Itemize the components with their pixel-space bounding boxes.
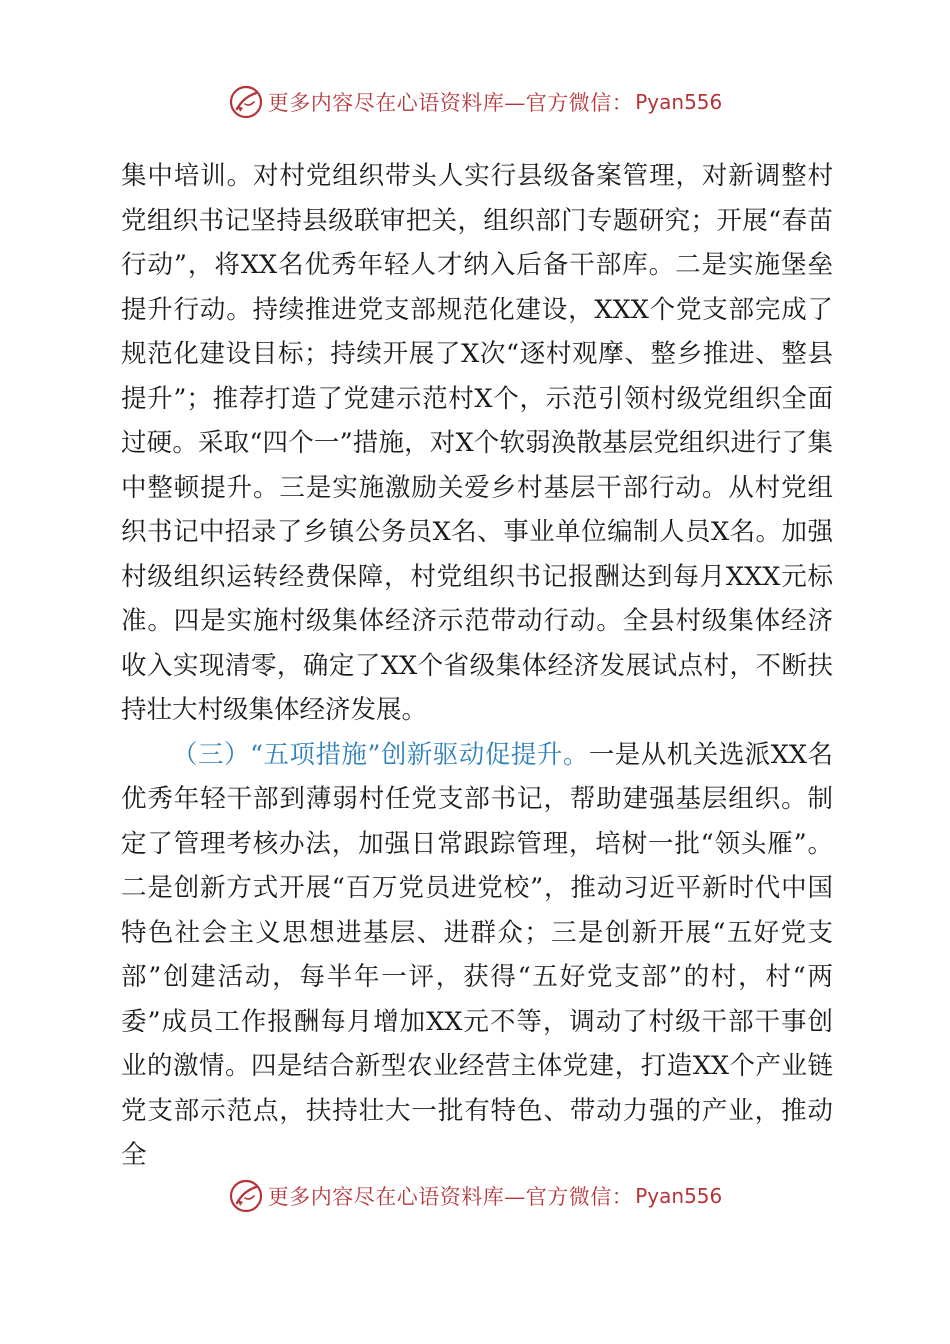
section-three-body: 一是从机关选派XX名优秀年轻干部到薄弱村任党支部书记，帮助建强基层组织。制定了管理考核办法，加强日常跟踪管理，培树一批“领头雁”。二是创新方式开展“百万党员进党校”，推动习近平新时代中国特色社会主义思想进基层、进群众；三是创新开展“五好党支部”创建活动，每半年一评，获得“五好党支部”的村，村“两委”成员工作报酬每月增加XX元不等，调动了村级干部干事创业的激情。四是结合新型农业经营主体党建，打造XX个产业链党支部示范点，扶持壮大一批有特色、带动力强的产业，推动全 <box>121 739 833 1170</box>
paragraph-section-three <box>121 733 833 1178</box>
footer-banner-text: 更多内容尽在心语资料库—官方微信： <box>267 1185 634 1209</box>
paragraph-continued: 集中培训。对村党组织带头人实行县级备案管理，对新调整村党组织书记坚持县级联审把关，组织部门专题研究；开展“春苗行动”，将XX名优秀年轻人才纳入后备干部库。二是实施堡垒提升行动。持续推进党支部规范化建设，XXX个党支部完成了规范化建设目标；持续开展了X次“逐村观摩、整乡推进、整县提升”；推荐打造了党建示范村X个，示范引领村级党组织全面过硬。采取“四个一”措施，对X个软弱涣散基层党组织进行了集中整顿提升。三是实施激励关爱乡村基层干部行动。从村党组织书记中招录了乡镇公务员X名、事业单位编制人员X名。加强村级组织运转经费保障，村党组织书记报酬达到每月XXX元标准。四是实施村级集体经济示范带动行动。全县村级集体经济收入实现清零，确定了XX个省级集体经济发展试点村，不断扶持壮大村级集体经济发展。 <box>121 161 833 725</box>
footer-watermark-banner <box>0 1176 950 1216</box>
header-banner-wechat-id: Pyan556 <box>635 90 723 114</box>
footer-banner-wechat-id: Pyan556 <box>635 1184 723 1208</box>
header-banner-text: 更多内容尽在心语资料库—官方微信： <box>267 91 634 115</box>
pen-swirl-logo-icon <box>228 84 264 120</box>
header-watermark-banner <box>0 82 950 122</box>
pen-swirl-logo-icon <box>228 1178 264 1214</box>
document-body <box>121 154 833 1178</box>
section-heading: （三）“五项措施”创新驱动促提升。 <box>172 739 589 770</box>
